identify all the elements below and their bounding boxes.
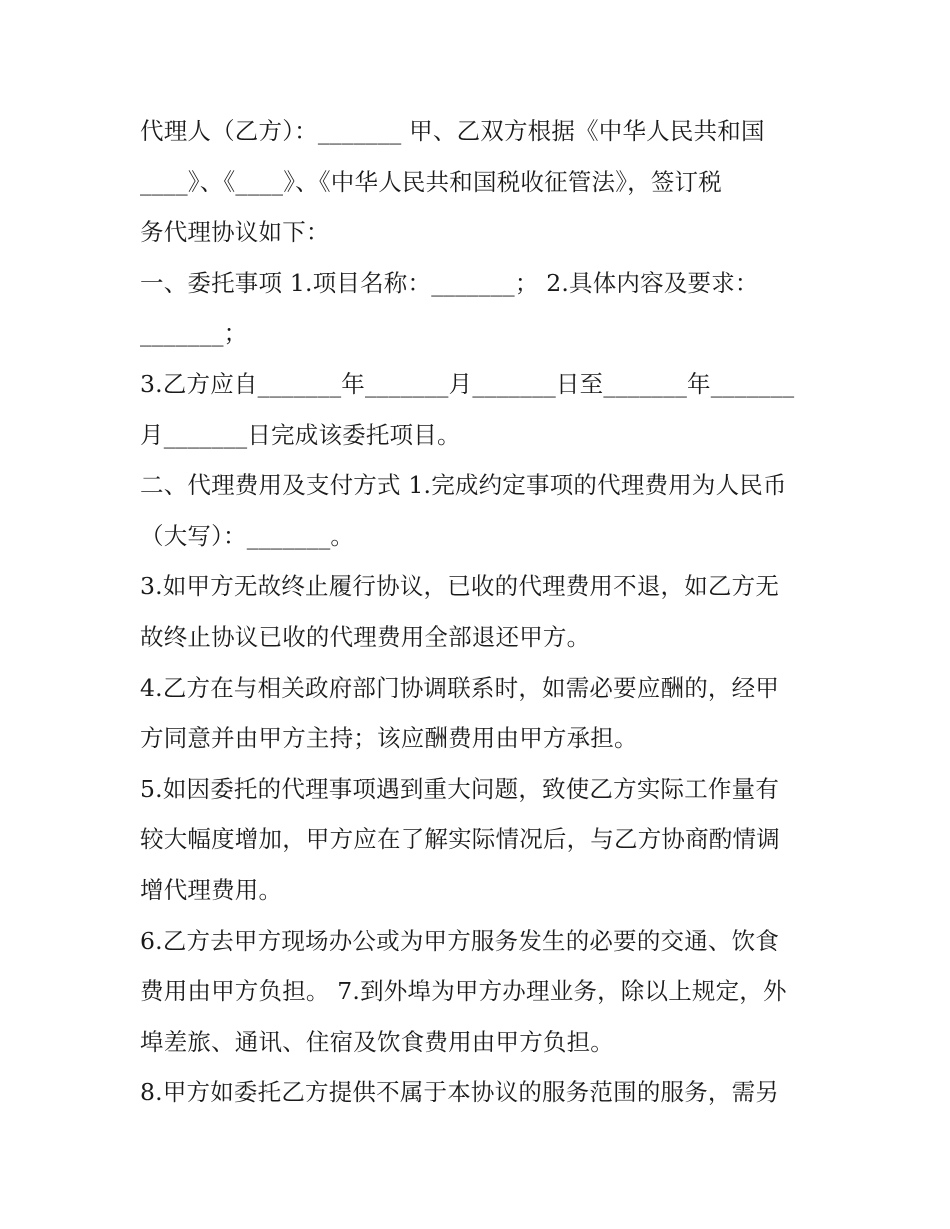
agreement-body [140,106,820,1118]
text-line: 3.乙方应自_______年_______月_______日至_______年_______ [140,369,795,398]
text-line: 6.乙方去甲方现场办公或为甲方服务发生的必要的交通、饮食 [140,926,780,955]
text-line: 一、委托事项 1.项目名称：_______； 2.具体内容及要求： [140,268,759,297]
text-line: 3.如甲方无故终止履行协议，已收的代理费用不退，如乙方无 [140,572,780,601]
text-line: 增代理费用。 [140,875,283,904]
text-line: 4.乙方在与相关政府部门协调联系时，如需必要应酬的，经甲 [140,673,780,702]
text-line: 故终止协议已收的代理费用全部退还甲方。 [140,622,591,651]
text-line: 方同意并由甲方主持；该应酬费用由甲方承担。 [140,724,638,753]
text-line: 埠差旅、通讯、住宿及饮食费用由甲方负担。 [140,1027,614,1056]
text-line: 月_______日完成该委托项目。 [140,420,461,449]
text-line: ____》、《____》、《中华人民共和国税收征管法》，签订税 [140,167,722,196]
text-line: 务代理协议如下： [140,218,330,247]
text-line: 8.甲方如委托乙方提供不属于本协议的服务范围的服务，需另 [140,1078,780,1107]
text-line: 二、代理费用及支付方式 1.完成约定事项的代理费用为人民币 [140,471,787,500]
text-line: （大写）：_______。 [140,521,355,550]
text-line: 较大幅度增加，甲方应在了解实际情况后，与乙方协商酌情调 [140,825,780,854]
text-line: _______； [140,319,248,348]
text-line: 费用由甲方负担。 7.到外埠为甲方办理业务，除以上规定，外 [140,977,787,1006]
text-line: 代理人（乙方）：_______ 甲、乙双方根据《中华人民共和国 [140,117,765,145]
text-line: 5.如因委托的代理事项遇到重大问题，致使乙方实际工作量有 [140,774,780,803]
